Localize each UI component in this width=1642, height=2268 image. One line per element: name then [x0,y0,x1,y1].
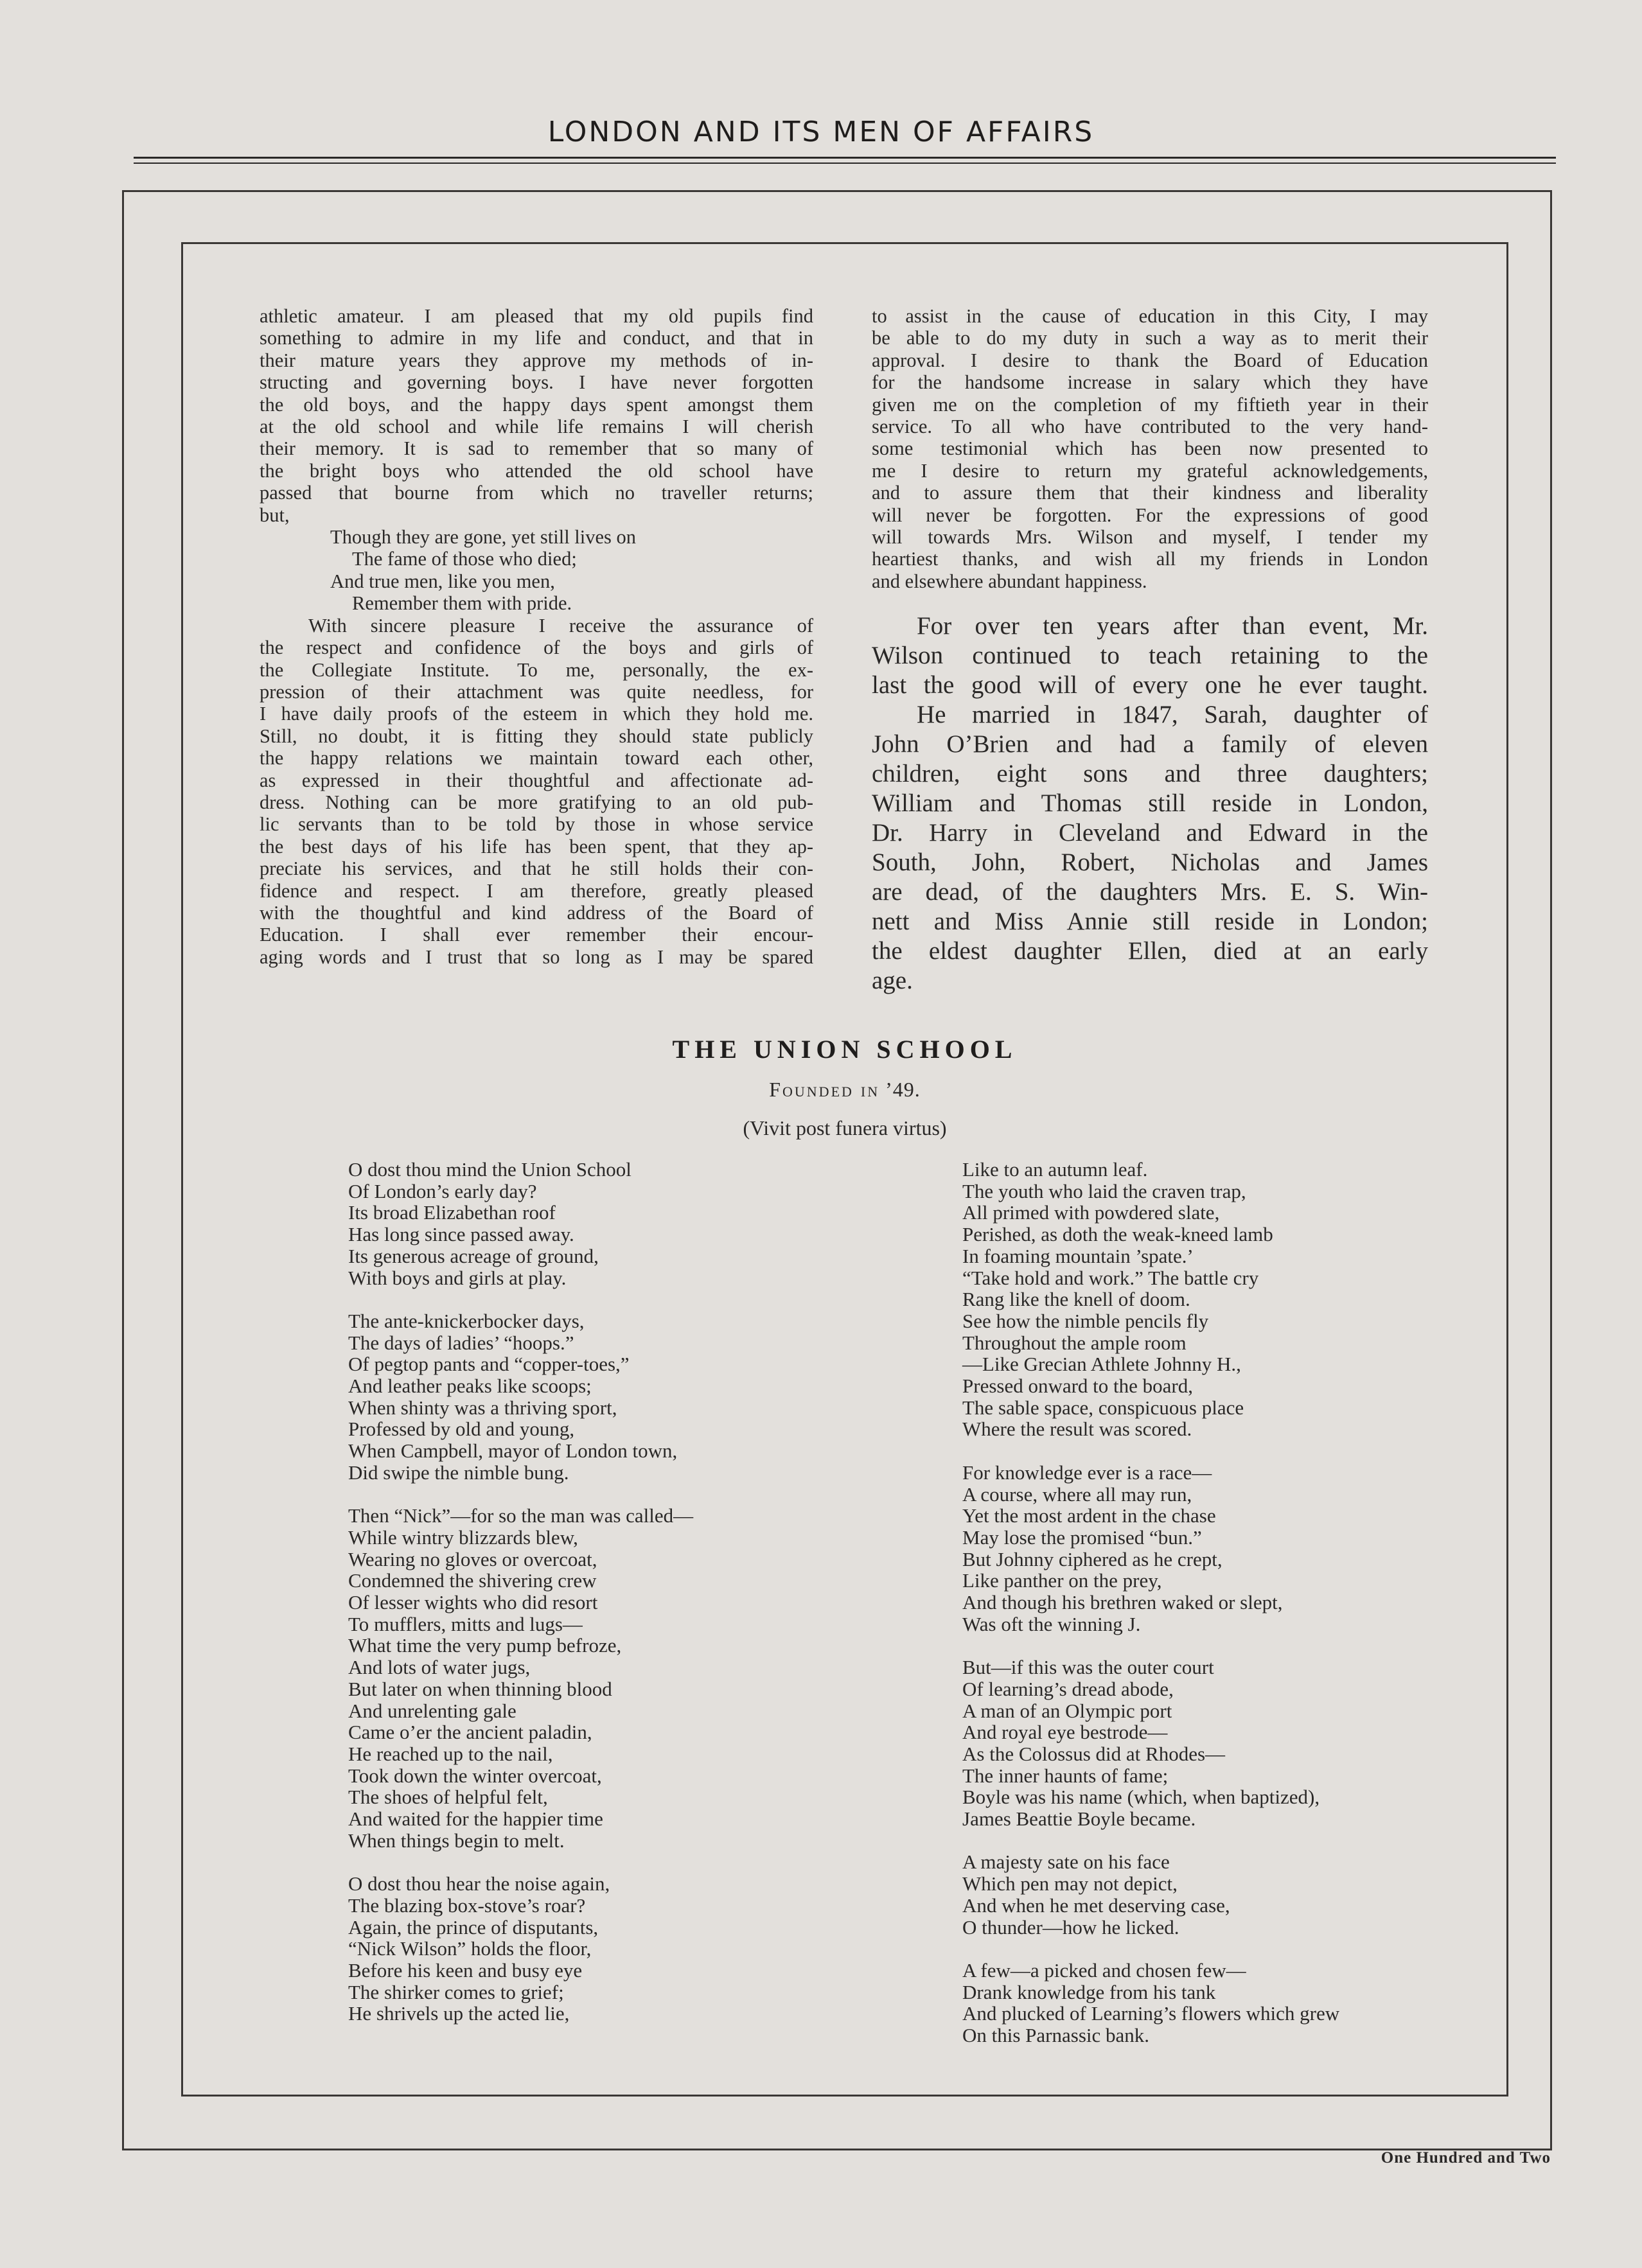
poem-line: —Like Grecian Athlete Johnny H., [962,1353,1241,1376]
poem-line: The youth who laid the craven trap, [962,1179,1246,1202]
text-line: are dead, of the daughters Mrs. E. S. Win- [872,878,1428,906]
poem-line: Of learning’s dread abode, [962,1677,1174,1700]
poem-line: As the Colossus did at Rhodes— [962,1742,1226,1765]
poem-line: The sable space, conspicuous place [962,1396,1244,1419]
text-line: athletic amateur. I am pleased that my old pupils find [260,305,813,327]
header-rule-top [134,157,1556,159]
text-line: aging words and I trust that so long as I may be spared [260,945,813,968]
poem-line: And unrelenting gale [348,1699,516,1722]
poem-line: What time the very pump befroze, [348,1634,622,1657]
poem-line: Like to an autumn leaf. [962,1158,1148,1181]
poem-line: He shrivels up the acted lie, [348,2002,570,2025]
poem-line: To mufflers, mitts and lugs— [348,1612,583,1635]
right-paragraph-1 [872,305,1428,592]
poem-line: Wearing no gloves or overcoat, [348,1547,597,1570]
text-line: lic servants than to be told by those in whose service [260,813,813,836]
text-line: For over ten years after than event, Mr. [917,612,1428,640]
text-line: children, eight sons and three daughters; [872,760,1428,787]
poem-line: Its broad Elizabethan roof [348,1201,556,1224]
poem-line: Where the result was scored. [962,1418,1192,1441]
verse-line: Remember them with pride. [352,592,572,615]
text-line: will never be forgotten. For the expressions of good [872,504,1428,526]
poem-line: Again, the prince of disputants, [348,1915,599,1938]
poem-line: A man of an Olympic port [962,1699,1172,1722]
poem-line: O dost thou mind the Union School [348,1158,631,1181]
poem-line: The blazing box-stove’s roar? [348,1894,586,1917]
text-line: the old boys, and the happy days spent amongst them [260,393,813,416]
text-line: Dr. Harry in Cleveland and Edward in the [872,819,1428,847]
header-rule-bottom [134,163,1556,164]
poem-line: Condemned the shivering crew [348,1569,597,1592]
poem-left-column [348,1159,811,2025]
stanza-gap [962,1938,1444,1960]
text-line: I have daily proofs of the esteem in which they hold me. [260,703,813,725]
poem-line: But—if this was the outer court [962,1656,1214,1679]
text-line: With sincere pleasure I receive the assurance of [308,614,813,637]
text-line: structing and governing boys. I have never forgotten [260,371,813,394]
text-line: He married in 1847, Sarah, daughter of [917,701,1428,728]
poem-line: A course, where all may run, [962,1482,1192,1506]
text-line: age. [872,967,913,994]
poem-line: Like panther on the prey, [962,1569,1162,1592]
poem-line: With boys and girls at play. [348,1266,567,1289]
poem-line: “Take hold and work.” The battle cry [962,1266,1259,1289]
poem-line: James Beattie Boyle became. [962,1807,1196,1831]
poem-line: Of lesser wights who did resort [348,1591,598,1614]
text-line: some testimonial which has been now presented to [872,437,1428,460]
poem-line: Before his keen and busy eye [348,1958,583,1982]
poem-line: Drank knowledge from his tank [962,1980,1216,2003]
running-header: LONDON AND ITS MEN OF AFFAIRS [547,116,1095,148]
poem-line: In foaming mountain ’spate.’ [962,1244,1194,1267]
poem-line: Yet the most ardent in the chase [962,1504,1216,1527]
text-line: last the good will of every one he ever taught. [872,671,1428,699]
poem-line: A majesty sate on his face [962,1850,1170,1874]
poem-line: Then “Nick”—for so the man was called— [348,1504,694,1527]
subtitle-prefix: Founded in [769,1078,880,1101]
poem-right-column [962,1159,1444,2046]
text-line: Wilson continued to teach retaining to the [872,642,1428,669]
poem-line: O dost thou hear the noise again, [348,1872,610,1895]
left-verse [260,526,813,615]
text-line: with the thoughtful and kind address of the Board of [260,901,813,924]
poem-line: But Johnny ciphered as he crept, [962,1547,1223,1570]
left-column [260,305,813,968]
verse-line: Though they are gone, yet still lives on [330,526,637,549]
poem-line: When shinty was a thriving sport, [348,1396,617,1419]
poem-line: While wintry blizzards blew, [348,1525,578,1549]
poem-line: For knowledge ever is a race— [962,1461,1212,1484]
poem-line: Throughout the ample room [962,1331,1187,1354]
stanza-gap [348,1484,811,1506]
text-line: and elsewhere abundant happiness. [872,570,1147,592]
poem-line: Came o’er the ancient paladin, [348,1721,592,1744]
poem-line: Was oft the winning J. [962,1612,1141,1635]
text-line: given me on the completion of my fiftieth year in their [872,393,1428,416]
subtitle-year: ’49. [885,1078,921,1101]
stanza-gap [962,1830,1444,1852]
poem-line: And when he met deserving case, [962,1894,1230,1917]
poem-line: A few—a picked and chosen few— [962,1958,1246,1982]
text-line: to assist in the cause of education in this City, I may [872,305,1428,327]
text-line: the Collegiate Institute. To me, personally, the ex- [260,658,813,681]
poem-line: And though his brethren waked or slept, [962,1591,1283,1614]
page-number: One Hundred and Two [1381,2149,1551,2167]
text-line: the bright boys who attended the old school have [260,459,813,482]
poem-line: And plucked of Learning’s flowers which grew [962,2002,1340,2025]
text-line: something to admire in my life and conduct, and that in [260,327,813,349]
text-line: dress. Nothing can be more gratifying to an old pub- [260,791,813,813]
poem-line: And lots of water jugs, [348,1656,531,1679]
section-subtitle [181,1078,1508,1102]
text-line: fidence and respect. I am therefore, greatly pleased [260,879,813,902]
section-motto: (Vivit post funera virtus) [743,1116,947,1139]
right-large-paragraph-1 [872,611,1428,700]
poem-line: The inner haunts of fame; [962,1764,1169,1787]
text-line: pression of their attachment was quite needless, for [260,680,813,703]
poem-line: The ante-knickerbocker days, [348,1309,585,1332]
poem-line: And leather peaks like scoops; [348,1375,592,1398]
text-line: the eldest daughter Ellen, died at an early [872,937,1428,965]
text-line: and to assure them that their kindness and liberality [872,482,1428,504]
left-paragraph-1 [260,305,813,526]
poem-line: And waited for the happier time [348,1807,603,1831]
text-line: South, John, Robert, Nicholas and James [872,848,1428,876]
poem-line: Of London’s early day? [348,1179,537,1202]
text-line: Education. I shall ever remember their encour- [260,924,813,946]
verse-line: And true men, like you men, [330,570,555,592]
poem-line: Did swipe the nimble bung. [348,1461,569,1484]
poem-line: All primed with powdered slate, [962,1201,1220,1224]
stanza-gap [962,1635,1444,1657]
section-title: THE UNION SCHOOL [672,1035,1018,1064]
left-paragraph-2 [260,615,813,969]
right-large-paragraph-2 [872,700,1428,996]
poem-line: When Campbell, mayor of London town, [348,1439,678,1463]
poem-line: Boyle was his name (which, when baptized), [962,1786,1320,1809]
poem-line: Took down the winter overcoat, [348,1764,602,1787]
stanza-gap [962,1440,1444,1462]
text-line: service. To all who have contributed to the very hand- [872,416,1428,438]
text-line: but, [260,504,290,526]
poem-line: But later on when thinning blood [348,1677,612,1700]
text-line: Still, no doubt, it is fitting they should state publicly [260,725,813,747]
text-line: will towards Mrs. Wilson and myself, I tender my [872,526,1428,549]
text-line: me I desire to return my grateful acknowledgements, [872,459,1428,482]
poem-line: Has long since passed away. [348,1223,574,1246]
text-line: the respect and confidence of the boys and girls of [260,637,813,659]
poem-line: O thunder—how he licked. [962,1915,1179,1938]
poem-line: When things begin to melt. [348,1829,565,1852]
text-line: passed that bourne from which no traveller returns; [260,482,813,504]
stanza-gap [348,1288,811,1310]
poem-line: Its generous acreage of ground, [348,1244,599,1267]
text-line: the best days of his life has been spent, that they ap- [260,835,813,857]
poem-line: The shoes of helpful felt, [348,1786,548,1809]
text-line: be able to do my duty in such a way as to merit their [872,327,1428,349]
poem-line: Rang like the knell of doom. [962,1288,1190,1311]
text-line: their mature years they approve my methods of in- [260,349,813,371]
poem-line: The days of ladies’ “hoops.” [348,1331,574,1354]
poem-line: And royal eye bestrode— [962,1721,1168,1744]
right-column [872,305,1428,592]
poem-line: Of pegtop pants and “copper-toes,” [348,1353,630,1376]
text-line: as expressed in their thoughtful and affectionate ad- [260,769,813,791]
poem-line: May lose the promised “bun.” [962,1525,1202,1549]
poem-line: Professed by old and young, [348,1418,575,1441]
text-line: John O’Brien and had a family of eleven [872,730,1428,758]
text-line: preciate his services, and that he still holds their con- [260,857,813,880]
poem-line: Which pen may not depict, [962,1872,1178,1895]
poem-line: “Nick Wilson” holds the floor, [348,1937,592,1960]
text-line: nett and Miss Annie still reside in London; [872,908,1428,935]
text-line: at the old school and while life remains I will cherish [260,416,813,438]
stanza-gap [348,1851,811,1873]
text-line: approval. I desire to thank the Board of Education [872,349,1428,371]
text-line: their memory. It is sad to remember that so many of [260,437,813,460]
poem-line: On this Parnassic bank. [962,2024,1150,2047]
poem-line: The shirker comes to grief; [348,1980,564,2003]
verse-line: The fame of those who died; [352,548,577,570]
text-line: William and Thomas still reside in London, [872,789,1428,817]
poem-line: Perished, as doth the weak-kneed lamb [962,1223,1273,1246]
poem-line: See how the nimble pencils fly [962,1309,1209,1332]
poem-line: He reached up to the nail, [348,1742,553,1765]
poem-line: Pressed onward to the board, [962,1375,1193,1398]
text-line: heartiest thanks, and wish all my friends in London [872,548,1428,570]
right-large-text [872,611,1428,996]
text-line: the happy relations we maintain toward each other, [260,747,813,769]
text-line: for the handsome increase in salary which they have [872,371,1428,394]
